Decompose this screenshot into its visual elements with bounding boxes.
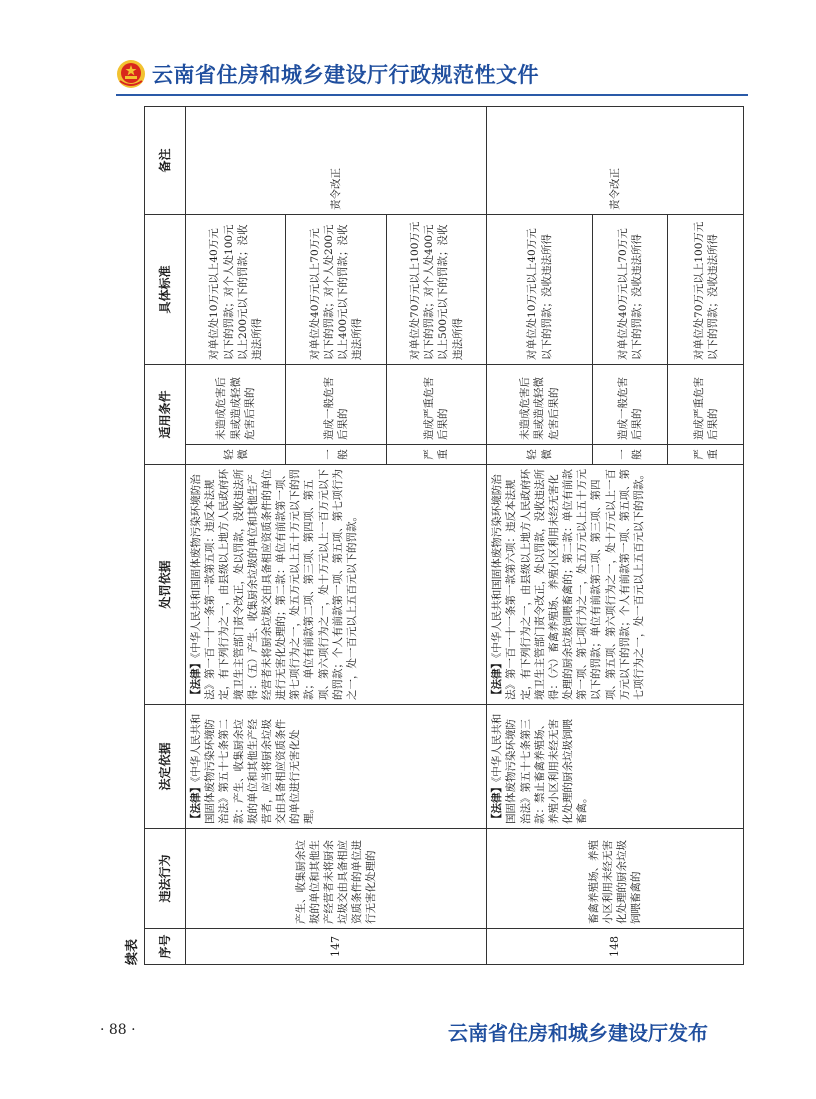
standard: 对单位处40万元以上70万元以下的罚款；没收违法所得 (592, 214, 667, 364)
header-rule (116, 94, 748, 96)
legal-basis (487, 705, 744, 829)
header-no: 序号 (145, 929, 186, 965)
table-header-row (145, 106, 186, 964)
condition: 造成一般危害后果的 (592, 364, 667, 444)
header-std: 具体标准 (145, 214, 186, 364)
document-header (116, 57, 756, 91)
publisher: 云南省住房和城乡建设厅发布 (448, 1021, 708, 1045)
legal-tag: 【法律】 (190, 782, 202, 824)
condition: 未造成危害后果或造成轻微危害后果的 (487, 364, 593, 444)
level-label: 严重 (386, 445, 486, 465)
standard: 对单位处10万元以上40万元以下的罚款；对个人处100元以上200元以下的罚款；没收违法所得 (186, 214, 286, 364)
remark: 责令改正 (487, 106, 744, 214)
condition: 未造成危害后果或造成轻微危害后果的 (186, 364, 286, 444)
row-number: 148 (487, 929, 744, 965)
standard: 对单位处70万元以上100万元以下的罚款；没收违法所得 (668, 214, 744, 364)
level-label: 严重 (668, 445, 744, 465)
illegal-act: 畜禽养殖场、养殖小区利用未经无害化处理的厨余垃圾饲喂畜禽的 (487, 829, 744, 929)
penalty-basis (186, 465, 487, 705)
legal-basis (186, 705, 487, 829)
standard: 对单位处10万元以上40万元以下的罚款；没收违法所得 (487, 214, 593, 364)
table-row (186, 106, 286, 964)
condition: 造成严重危害后果的 (668, 364, 744, 444)
level-label: 轻微 (487, 445, 593, 465)
penalty-tag: 【法律】 (190, 658, 202, 700)
header-title: 云南省住房和城乡建设厅行政规范性文件 (152, 63, 539, 87)
standard: 对单位处40万元以上70万元以下的罚款；对个人处200元以上400元以下的罚款；没收违法所得 (286, 214, 386, 364)
legal-tag: 【法律】 (491, 782, 504, 824)
header-legal: 法定依据 (145, 705, 186, 829)
level-label: 一般 (286, 445, 386, 465)
national-emblem-icon (116, 59, 146, 89)
condition: 造成严重危害后果的 (386, 364, 486, 444)
level-label: 一般 (592, 445, 667, 465)
condition: 造成一般危害后果的 (286, 364, 386, 444)
table-caption: 续表 (125, 938, 140, 965)
header-penalty: 处罚依据 (145, 465, 186, 705)
penalty-tag: 【法律】 (491, 658, 504, 700)
table-row (487, 106, 593, 964)
level-label: 轻微 (186, 445, 286, 465)
header-cond: 适用条件 (145, 364, 186, 464)
rotated-table-area (124, 107, 748, 965)
penalty-text: 《中华人民共和国固体废物污染环境防治法》第一百一十一条第一款第六项：违反本法规定，有下列行为之一，由县级以上地方人民政府环境卫生主管部门责令改正，处以罚款，没收违法所得：（六）畜禽养殖场、养殖小区利用未经无害化处理的厨余垃圾饲喂畜禽的；第二款：单位有前款第一项、第七项行为之一，处五万元以上五十万元以下的罚款；单位有前款第二项、第三项、第四项、第五项、第六项行为之一，处十万元以上一百万元以下的罚款；个人有前款第一项、第五项、第七项行为之一，处一百元以上五百元以下的罚款。 (491, 469, 645, 700)
header-act: 违法行为 (145, 829, 186, 929)
standard: 对单位处70万元以上100万元以下的罚款；对个人处400元以上500元以下的罚款；没收违法所得 (386, 214, 486, 364)
legal-text: 《中华人民共和国固体废物污染环境防治法》第五十七条第三款：禁止畜禽养殖场、养殖小区利用未经无害化处理的厨余垃圾饲喂畜禽。 (491, 713, 589, 824)
penalty-text: 《中华人民共和国固体废物污染环境防治法》第一百一十一条第一款第五项：违反本法规定，有下列行为之一，由县级以上地方人民政府环境卫生主管部门责令改正，处以罚款，没收违法所得：（五）产生、收集厨余垃圾的单位和其他生产经营者未将厨余垃圾交由具备相应资质条件的单位进行无害化处理的；第二款：单位有前款第一项、第七项行为之一，处五万元以上五十万元以下的罚款；单位有前款第二项、第三项、第四项、第五项、第六项行为之一，处十万元以上一百万元以下的罚款；个人有前款第一项、第五项、第七项行为之一，处一百元以上五百元以下的罚款。 (190, 469, 358, 700)
row-number: 147 (186, 929, 487, 965)
legal-text: 《中华人民共和国固体废物污染环境防治法》第五十七条第二款：产生、收集厨余垃圾的单位和其他生产经营者，应当将厨余垃圾交由具备相应资质条件的单位进行无害化处理。 (190, 713, 316, 824)
penalty-table (144, 106, 744, 965)
header-note: 备注 (145, 106, 186, 214)
page-number: · 88 · (100, 1022, 136, 1038)
penalty-basis (487, 465, 744, 705)
remark: 责令改正 (186, 106, 487, 214)
illegal-act: 产生、收集厨余垃圾的单位和其他生产经营者未将厨余垃圾交由具备相应资质条件的单位进行无害化处理的 (186, 829, 487, 929)
